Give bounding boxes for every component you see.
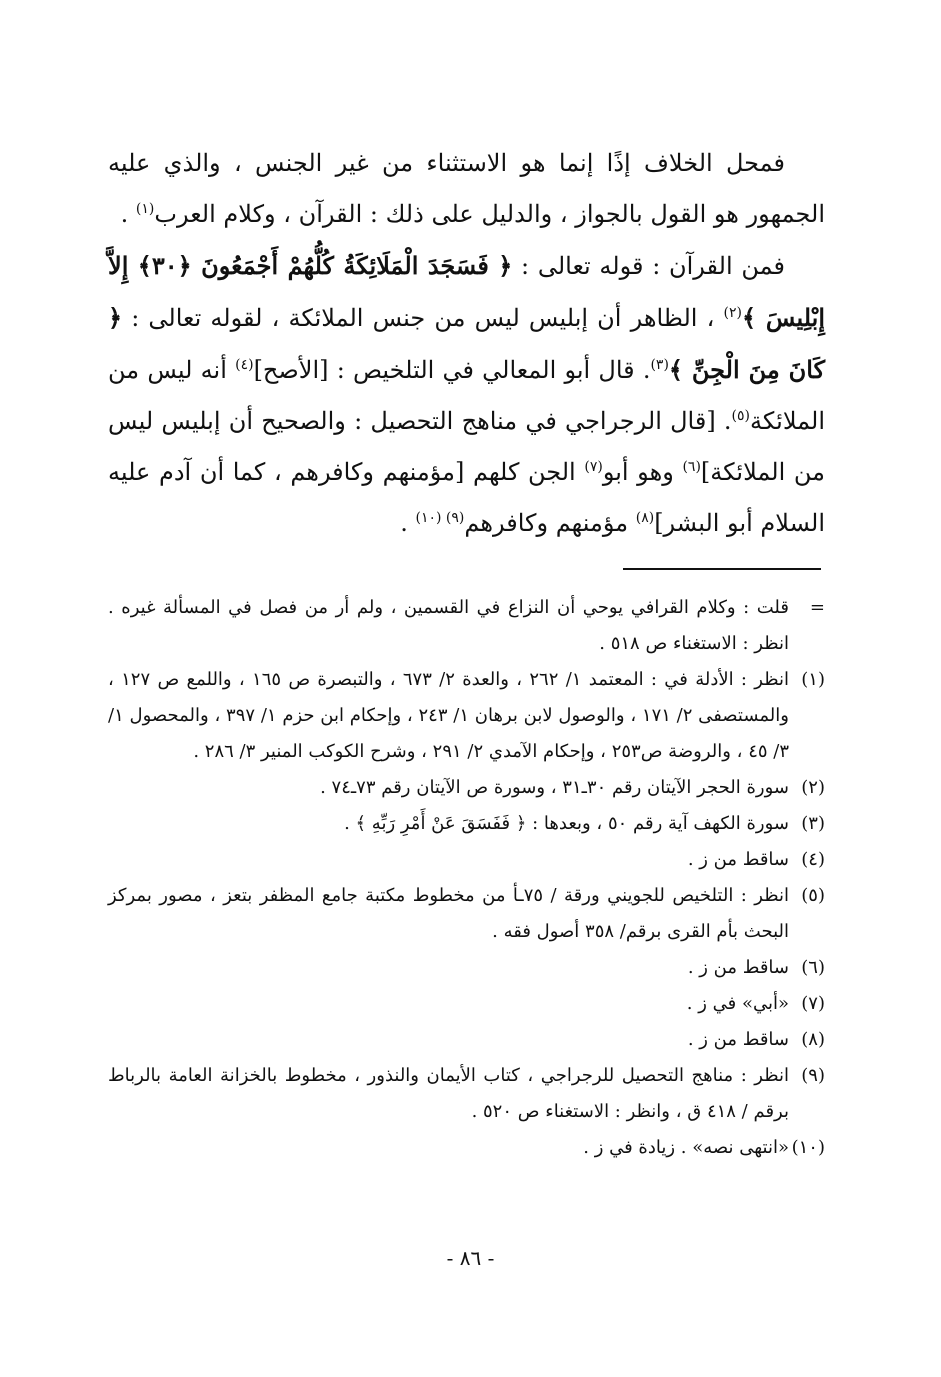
paragraph-2-text-g: الجن كلهم [مؤمنهم وكافرهم ، كما أن آدم عليه السلام أبو البشر] xyxy=(108,458,825,537)
footnote-text: سورة الحجر الآيتان رقم ٣٠ـ٣١ ، وسورة ص الآيتان رقم ٧٣ـ٧٤ . xyxy=(320,777,789,798)
footnote-text: انظر : الأدلة في : المعتمد ١/ ٢٦٢ ، والعدة ٢/ ٦٧٣ ، والتبصرة ص ١٦٥ ، واللمع ص ١٢٧ ، والمستصفى ٢/ ١٧١ ، والوصول لابن برهان ١/ ٢٤٣ ، وإحكام ابن حزم ١/ ٣٩٧ ، والمحصول ١/ ٣/ ٤٥ ، والروضة ص٢٥٣ ، وإحكام الآمدي ٢/ ٢٩١ ، وشرح الكوكب المنير ٣/ ٢٨٦ . xyxy=(108,669,789,762)
quran-verse-1: ﴿ فَسَجَدَ الْمَلَائِكَةُ كُلُّهُمْ أَجْمَعُونَ ﴿٣٠﴾ إِلاَّ إِبْلِيسَ ﴾ xyxy=(108,251,825,332)
footnote-number: (٧) xyxy=(801,993,825,1014)
footnote-number: (١٠) xyxy=(791,1137,825,1158)
footnote-number: (٤) xyxy=(801,849,825,870)
footnote-ref-6[interactable]: (٦) xyxy=(682,459,701,475)
paragraph-2-text-c: . قال أبو المعالي في التلخيص : [الأصح] xyxy=(253,356,651,384)
footnote-separator xyxy=(623,568,821,570)
footnote-ref-5[interactable]: (٥) xyxy=(731,408,751,424)
footnote-number: (٨) xyxy=(801,1029,825,1050)
footnote-1 xyxy=(108,662,825,770)
footnote-number: (٩) xyxy=(801,1065,825,1086)
paragraph-1-text: فمحل الخلاف إذًا إنما هو الاستثناء من غير الجنس ، والذي عليه الجمهور هو القول بالجواز ، والدليل على ذلك : القرآن ، وكلام العرب xyxy=(108,149,825,228)
footnote-3 xyxy=(108,806,825,842)
footnote-number: (٥) xyxy=(801,885,825,906)
footnote-text: «أبي» في ز . xyxy=(686,993,789,1014)
footnote-number: (٦) xyxy=(801,957,825,978)
footnote-text: انظر : التلخيص للجويني ورقة / ٧٥ـأ من مخطوط مكتبة جامع المظفر بتعز ، مصور بمركز البحث بأم القرى برقم/ ٣٥٨ أصول فقه . xyxy=(108,885,790,942)
footnote-4 xyxy=(108,842,825,878)
footnote-number: = xyxy=(809,597,825,618)
paragraph-1 xyxy=(108,138,825,240)
footnote-ref-7[interactable]: (٧) xyxy=(584,459,603,475)
footnote-number: (٢) xyxy=(801,777,825,798)
paragraph-2-end: . xyxy=(400,509,416,537)
paragraph-2-text-a: فمن القرآن : قوله تعالى : xyxy=(512,252,785,280)
footnote-9 xyxy=(108,1058,825,1130)
footnote-number: (١) xyxy=(801,669,825,690)
paragraph-2 xyxy=(108,240,825,549)
footnote-2 xyxy=(108,770,825,806)
footnote-8 xyxy=(108,1022,825,1058)
footnote-text: ساقط من ز . xyxy=(687,1029,789,1050)
quran-verse-2: ﴿ كَانَ مِنَ الْجِنِّ ﴾ xyxy=(108,303,825,384)
paragraph-1-end: . xyxy=(120,200,136,228)
footnote-text: «انتهى نصه» . زيادة في ز . xyxy=(583,1137,789,1158)
paragraph-2-text-e: . [قال الرجراجي في مناهج التحصيل : والصحيح أن إبليس ليس من الملائكة] xyxy=(108,407,825,486)
main-text xyxy=(108,138,825,549)
footnote-ref-3[interactable]: (٣) xyxy=(650,357,669,373)
footnote-text: سورة الكهف آية رقم ٥٠ ، وبعدها : ﴿ فَفَسَقَ عَنْ أَمْرِ رَبِّهِ ﴾ . xyxy=(344,813,789,834)
footnote-number: (٣) xyxy=(801,813,825,834)
footnote-text: انظر : مناهج التحصيل للرجراجي ، كتاب الأيمان والنذور ، مخطوط بالخزانة العامة بالرباط برقم / ٤١٨ ق ، وانظر : الاستغناء ص ٥٢٠ . xyxy=(108,1065,789,1122)
paragraph-2-text-f: وهو أبو xyxy=(602,458,683,486)
footnote-ref-8[interactable]: (٨) xyxy=(635,510,655,526)
footnote-continuation xyxy=(108,590,825,662)
footnote-10 xyxy=(108,1130,825,1166)
footnote-7 xyxy=(108,986,825,1022)
footnote-ref-4[interactable]: (٤) xyxy=(235,357,254,373)
footnote-ref-1[interactable]: (١) xyxy=(135,201,155,217)
footnote-text: ساقط من ز . xyxy=(687,849,789,870)
footnote-6 xyxy=(108,950,825,986)
paragraph-2-text-d: أنه ليس من الملائكة xyxy=(108,356,825,435)
footnotes xyxy=(108,590,825,1166)
paragraph-2-text-b: ، الظاهر أن إبليس ليس من جنس الملائكة ، لقوله تعالى : xyxy=(122,304,724,332)
footnote-ref-2[interactable]: (٢) xyxy=(723,305,742,321)
footnote-ref-9-10[interactable]: (٩) (١٠) xyxy=(415,510,465,526)
paragraph-2-text-h: مؤمنهم وكافرهم xyxy=(464,509,636,537)
footnote-text: ساقط من ز . xyxy=(687,957,789,978)
footnote-5 xyxy=(108,878,825,950)
page-number: - ٨٦ - xyxy=(446,1246,495,1270)
footnote-text: قلت : وكلام القرافي يوحي أن النزاع في القسمين ، ولم أر من فصل في المسألة غيره . انظر : الاستغناء ص ٥١٨ . xyxy=(108,597,789,654)
